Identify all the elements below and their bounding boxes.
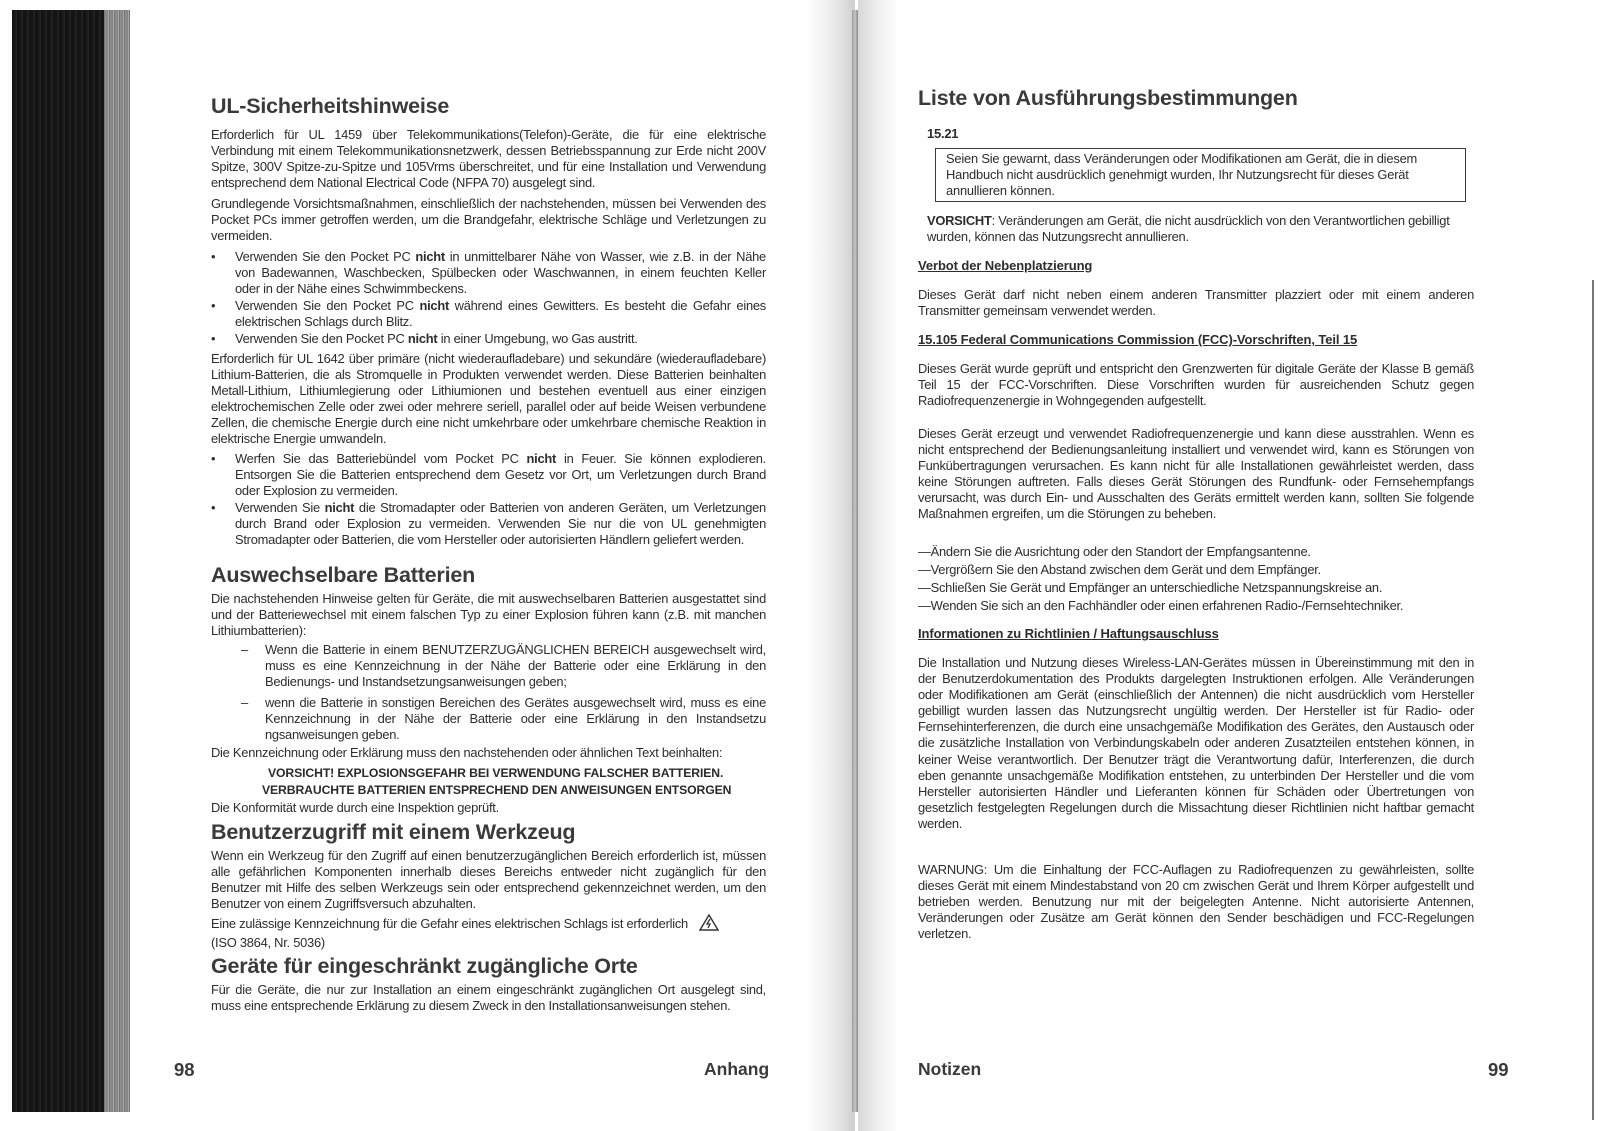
heading-no-colocation: Verbot der Nebenplatzierung	[918, 258, 1093, 273]
fcc-paragraph-2: Dieses Gerät erzeugt und verwendet Radiofrequenzenergie und kann diese ausstrahlen. Wenn es nicht entsprechend der Bedienungsanleitung installiert und verwendet wird, kann es Störungen von Funkübertragungen verursachen. Es kann nicht für alle Installationen gewährleistet werden, dass keine Störungen auftreten. Falls dieses Gerät Störungen des Rundfunk- oder Fernsehempfangs verursacht, was durch Ein- und Ausschalten des Geräts ermittelt werden kann, sollten Sie folgende Maßnahmen ergreifen, um die Störungen zu beheben.	[918, 426, 1474, 522]
fcc-paragraph-1: Dieses Gerät wurde geprüft und entspricht den Grenzwerten für digitale Geräte der Klasse B gemäß Teil 15 der FCC-Vorschriften. Diese Vorschriften wurden für ausreichenden Schutz gegen Radiofrequenzenergie in Wohngegenden aufgestellt.	[918, 361, 1474, 409]
caution-label: VORSICHT	[927, 213, 992, 228]
warning-paragraph: WARNUNG: Um die Einhaltung der FCC-Auflagen zu Radiofrequenzen zu gewährleisten, sollte dieses Gerät mit einem Mindestabstand von 20 cm zwischen Gerät und Ihrem Körper aufgestellt und betrieben werden. Benutzung nur mit der beigelegten Antenne. Nicht autorisierte Antennen, Veränderungen oder Zusätze am Gerät können den Sender beschädigen und FCC-Regelungen verletzen.	[918, 862, 1474, 942]
list-item: – Wenn die Batterie in einem BENUTZERZUGÄNGLICHEN BEREICH ausgewechselt wird, muss es eine Kennzeichnung in der Nähe der Batterie oder eine Erklärung in den Bedienungs- und Instandsetzungsanweisungen geben;	[241, 642, 766, 690]
tool-paragraph-2	[211, 914, 781, 951]
heading-disclaimer: Informationen zu Richtlinien / Haftungsauschluss	[918, 626, 1219, 641]
heading-ul-safety: UL-Sicherheitshinweise	[211, 94, 450, 118]
right-page-edge	[1592, 280, 1594, 1120]
caution-text: : Veränderungen am Gerät, die nicht ausdrücklich von den Verantwortlichen gebilligt wurden, können das Nutzungsrecht annullieren.	[927, 213, 1450, 245]
battery-dash-list	[241, 642, 766, 745]
list-item: —Schließen Sie Gerät und Empfänger an unterschiedliche Netzspannungskreise an.	[918, 580, 1383, 596]
measures-list	[918, 544, 1474, 614]
electric-shock-warning-icon	[699, 914, 719, 935]
list-item: • Verwenden Sie den Pocket PC nicht in einer Umgebung, wo Gas austritt.	[211, 331, 638, 347]
footer-label-right: Notizen	[918, 1059, 982, 1079]
ul-paragraph-1: Erforderlich für UL 1459 über Telekommunikations(Telefon)-Geräte, die für eine elektrische Verbindung mit einem Telekommunikationsnetzwerk, dessen Betriebsspannung zur Erde nicht 200V Spitze, 300V Spitze-zu-Spitze und 105Vrms überschreitet, und für eine Installation und Verwendung entsprechend dem National Electrical Code (NFPA 70) ausgelegt sind.	[211, 127, 766, 191]
list-item: • Verwenden Sie den Pocket PC nicht in unmittelbarer Nähe von Wasser, wie z.B. in der Nähe von Badewannen, Waschbecken, Spülbecken oder Waschwannen, in einem feuchten Keller oder in der Nähe eines Schwimmbeckens.	[211, 249, 766, 297]
battery-warning-line-1: VORSICHT! EXPLOSIONSGEFAHR BEI VERWENDUNG FALSCHER BATTERIEN.	[268, 766, 724, 780]
battery-paragraph-2: Die Kennzeichnung oder Erklärung muss den nachstehenden oder ähnlichen Text beinhalten:	[211, 745, 723, 760]
list-item: – wenn die Batterie in sonstigen Bereichen des Gerätes ausgewechselt wird, muss es eine Kennzeichnung in der Nähe der Batterie oder eine Erklärung in den Instandsetzu ngsanweisungen geben.	[241, 695, 766, 743]
heading-restricted-locations: Geräte für eingeschränkt zugängliche Orte	[211, 954, 638, 978]
gutter-shadow-left	[805, 0, 855, 1131]
no-colocation-paragraph: Dieses Gerät darf nicht neben einem anderen Transmitter plazziert oder mit einem anderen Transmitter gemeinsam verwendet werden.	[918, 287, 1474, 319]
heading-regulations-list: Liste von Ausführungsbestimmungen	[918, 86, 1298, 110]
restricted-paragraph: Für die Geräte, die nur zur Installation an einem eingeschränkt zugänglichen Ort ausgelegt sind, muss eine entsprechende Erklärung zu diesem Zweck in den Installationsanweisungen stehen.	[211, 982, 766, 1014]
list-item: • Verwenden Sie nicht die Stromadapter oder Batterien von anderen Geräten, um Verletzungen durch Brand oder Explosion zu vermeiden. Verwenden Sie nur die von UL genehmigten Stromadapter oder Batterien, die vom Hersteller oder autorisierten Händlern geliefert werden.	[211, 500, 766, 548]
ul-paragraph-2: Grundlegende Vorsichtsmaßnahmen, einschließlich der nachstehenden, müssen bei Verwenden des Pocket PCs immer getroffen werden, um die Brandgefahr, elektrische Schläge und Verletzungen zu vermeiden.	[211, 196, 766, 244]
list-item: —Wenden Sie sich an den Fachhändler oder einen erfahrenen Radio-/Fernsehtechniker.	[918, 598, 1404, 614]
tool-paragraph-1: Wenn ein Werkzeug für den Zugriff auf einen benutzerzugänglichen Bereich erforderlich ist, müssen alle gefährlichen Komponenten innerhalb dieses Bereichs entweder nicht zugänglich für den Benutzer mit Hilfe des selben Werkzeugs sein oder entsprechend gekennzeichnet werden, um den Benutzer von einem Zugriffsversuch abzuhalten.	[211, 848, 766, 912]
heading-tool-access: Benutzerzugriff mit einem Werkzeug	[211, 820, 576, 844]
warning-box: Seien Sie gewarnt, dass Veränderungen oder Modifikationen am Gerät, die in diesem Handbuch nicht ausdrücklich genehmigt wurden, Ihr Nutzungsrecht für dieses Gerät annullieren können.	[935, 148, 1466, 202]
book-page-edges-light	[104, 10, 130, 1112]
ul-bullet-list-1	[211, 249, 766, 349]
battery-warning-line-2: VERBRAUCHTE BATTERIEN ENTSPRECHEND DEN ANWEISUNGEN ENTSORGEN	[262, 783, 732, 797]
gutter-shadow-right	[858, 0, 898, 1131]
footer-label-left: Anhang	[704, 1059, 770, 1079]
battery-paragraph-3: Die Konformität wurde durch eine Inspektion geprüft.	[211, 800, 499, 815]
disclaimer-paragraph: Die Installation und Nutzung dieses Wireless-LAN-Gerätes müssen in Übereinstimmung mit den in der Benutzerdokumentation des Produkts dargelegten Instruktionen erfolgen. Alle Veränderungen oder Modifikationen am Gerät (einschließlich der Antennen) die nicht ausdrücklich vom Hersteller gebilligt wurden lassen das Nutzungsrecht ungültig werden. Der Hersteller ist für Radio- oder Fernsehinterferenzen, die durch eine unsachgemäße Modifikation des Gerätes, den Austausch oder die zusätzliche Installation von Verbindungskabeln oder anderen Zusatzteilen entstehen können, in keiner Weise verantwortlich. Der Benutzer trägt die Verantwortung dafür, Interferenzen, die durch eben genannte unsachgemäße Modifikation entstehen, zu unterbinden Der Hersteller und die vom Hersteller autorisierten Händler und Lieferanten können für Schäden oder Übertretungen von gesetzlich festgelegten Regelungen durch die Missachtung dieser Richtlinien nicht haftbar gemacht werden.	[918, 655, 1474, 831]
page-number-right: 99	[1488, 1059, 1509, 1080]
ul-paragraph-3: Erforderlich für UL 1642 über primäre (nicht wiederaufladebare) und sekundäre (wiederaufladebare) Lithium-Batterien, die als Stromquelle in Produkten verwendet werden. Diese Batterien beinhalten Metall-Lithium, Lithiumlegierung oder Lithiumionen und bestehen eventuell aus einer einzigen elektrochemischen Zelle oder zwei oder mehrere seriell, parallel oder auf beide Weisen verbundene Zellen, die chemische Energie durch eine nicht umkehrbare oder umkehrbare chemische Reaktion in elektrische Energie umwandeln.	[211, 351, 766, 447]
list-item: —Ändern Sie die Ausrichtung oder den Standort der Empfangsantenne.	[918, 544, 1311, 559]
tool-paragraph-2-iso: (ISO 3864, Nr. 5036)	[211, 935, 325, 951]
page-number-left: 98	[174, 1059, 195, 1080]
heading-fcc-part15: 15.105 Federal Communications Commission (FCC)-Vorschriften, Teil 15	[918, 332, 1358, 347]
ul-bullet-list-2	[211, 451, 766, 550]
battery-paragraph-1: Die nachstehenden Hinweise gelten für Geräte, die mit auswechselbaren Batterien ausgestattet sind und der Batteriewechsel mit einem falschen Typ zu einer Explosion führen kann (z.B. mit manchen Lithiumbatterien):	[211, 591, 766, 639]
list-item: • Werfen Sie das Batteriebündel vom Pocket PC nicht in Feuer. Sie können explodieren. Entsorgen Sie die Batterien entsprechend dem Gesetz vor Ort, um Verletzungen durch Brand oder Explosion zu vermeiden.	[211, 451, 766, 499]
list-item: —Vergrößern Sie den Abstand zwischen dem Gerät und dem Empfänger.	[918, 562, 1321, 578]
tool-paragraph-2-text: Eine zulässige Kennzeichnung für die Gefahr eines elektrischen Schlags ist erforderlich	[211, 916, 688, 931]
rule-15-21: 15.21	[927, 126, 959, 141]
heading-replaceable-batteries: Auswechselbare Batterien	[211, 563, 476, 587]
list-item: • Verwenden Sie den Pocket PC nicht während eines Gewitters. Es besteht die Gefahr eines elektrischen Schlags durch Blitz.	[211, 298, 766, 330]
caution-paragraph	[927, 213, 1482, 245]
